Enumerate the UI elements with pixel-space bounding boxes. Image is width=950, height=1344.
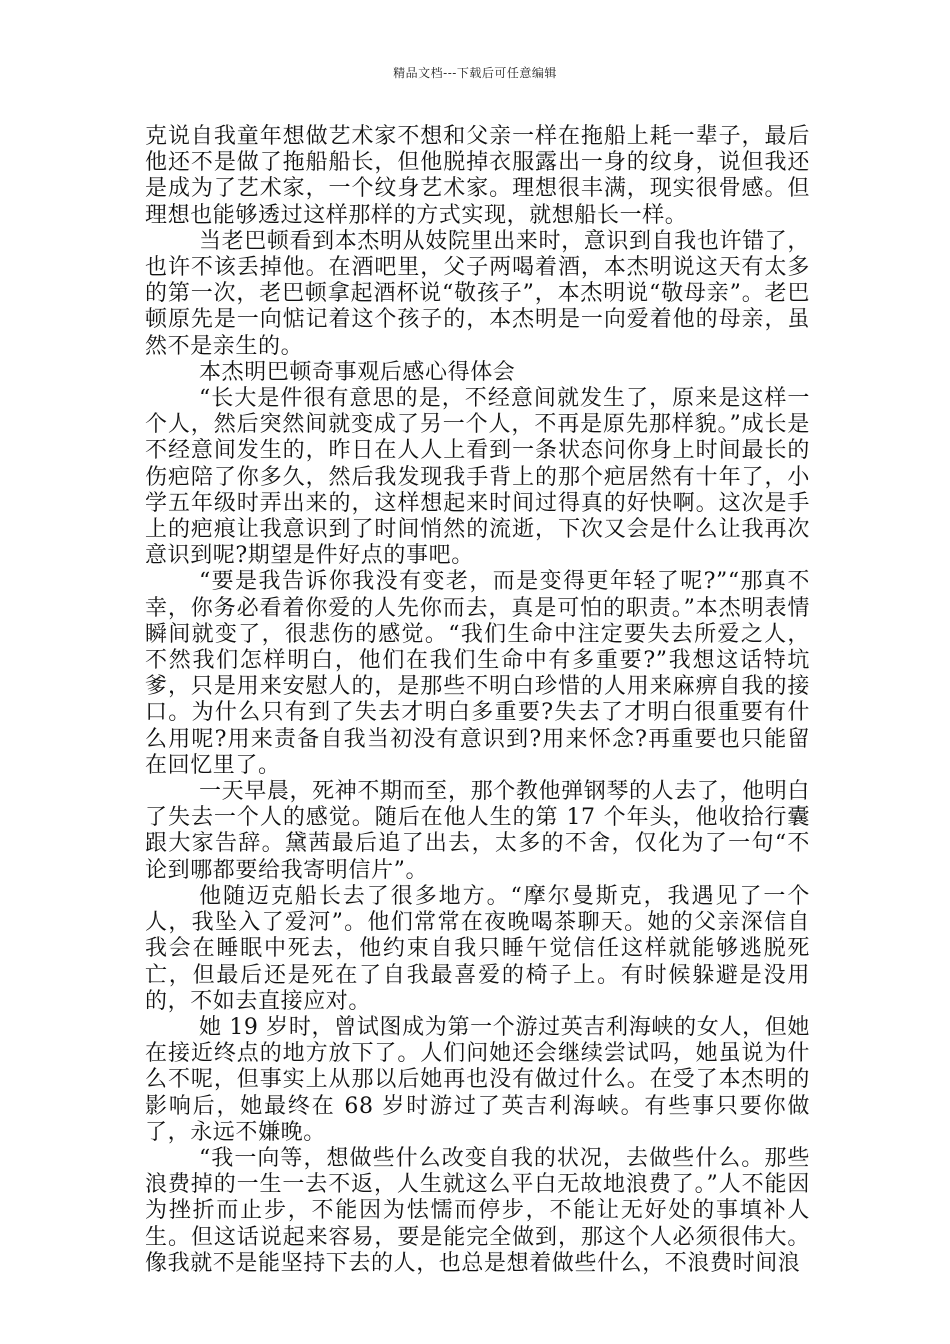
paragraph: 一天早晨，死神不期而至，那个教他弹钢琴的人去了，他明白了失去一个人的感觉。随后在他人生的第 17 个年头，他收拾行囊跟大家告辞。黛茜最后追了出去，太多的不舍，仅化为了一句“不论到哪都要给我寄明信片”。	[145, 779, 810, 883]
paragraph: 他随迈克船长去了很多地方。“摩尔曼斯克，我遇见了一个人，我坠入了爱河”。他们常常在夜晚喝茶聊天。她的父亲深信自我会在睡眠中死去，他约束自我只睡午觉信任这样就能够逃脱死亡，但最后还是死在了自我最喜爱的椅子上。有时候躲避是没用的，不如去直接应对。	[145, 883, 810, 1014]
paragraph: “长大是件很有意思的是，不经意间就发生了，原来是这样一个人，然后突然间就变成了另一个人，不再是原先那样貌。”成长是不经意间发生的，昨日在人人上看到一条状态问你身上时间最长的伤疤陪了你多久，然后我发现我手背上的那个疤居然有十年了，小学五年级时弄出来的，这样想起来时间过得真的好快啊。这次是手上的疤痕让我意识到了时间悄然的流逝，下次又会是什么让我再次意识到呢?期望是件好点的事吧。	[145, 386, 810, 569]
paragraph: “我一向等，想做些什么改变自我的状况，去做些什么。那些浪费掉的一生一去不返，人生就这么平白无故地浪费了。”人不能因为挫折而止步，不能因为怯懦而停步，不能让无好处的事填补人生。但这话说起来容易，要是能完全做到，那这个人必须很伟大。像我就不是能坚持下去的人，也总是想着做些什么，不浪费时间浪	[145, 1145, 810, 1276]
document-body	[145, 124, 810, 1277]
paragraph: 克说自我童年想做艺术家不想和父亲一样在拖船上耗一辈子，最后他还不是做了拖船船长，但他脱掉衣服露出一身的纹身，说但我还是成为了艺术家，一个纹身艺术家。理想很丰满，现实很骨感。但理想也能够透过这样那样的方式实现，就想船长一样。	[145, 124, 810, 228]
page-header: 精品文档---下载后可任意编辑	[393, 66, 557, 80]
paragraph: 她 19 岁时，曾试图成为第一个游过英吉利海峡的女人，但她在接近终点的地方放下了。人们问她还会继续尝试吗，她虽说为什么不呢，但事实上从那以后她再也没有做过什么。在受了本杰明的影响后，她最终在 68 岁时游过了英吉利海峡。有些事只要你做了，永远不嫌晚。	[145, 1014, 810, 1145]
section-title: 本杰明巴顿奇事观后感心得体会	[199, 359, 516, 385]
paragraph: “要是我告诉你我没有变老，而是变得更年轻了呢?”“那真不幸，你务必看着你爱的人先你而去，真是可怕的职责。”本杰明表情瞬间就变了，很悲伤的感觉。“我们生命中注定要失去所爱之人，不然我们怎样明白，他们在我们生命中有多重要?”我想这话特坑爹，只是用来安慰人的，是那些不明白珍惜的人用来麻痹自我的接口。为什么只有到了失去才明白多重要?失去了才明白很重要有什么用呢?用来责备自我当初没有意识到?用来怀念?再重要也只能留在回忆里了。	[145, 569, 810, 778]
paragraph: 当老巴顿看到本杰明从妓院里出来时，意识到自我也许错了，也许不该丢掉他。在酒吧里，父子两喝着酒，本杰明说这天有太多的第一次，老巴顿拿起酒杯说“敬孩子”，本杰明说“敬母亲”。老巴顿原先是一向惦记着这个孩子的，本杰明是一向爱着他的母亲，虽然不是亲生的。	[145, 228, 810, 359]
